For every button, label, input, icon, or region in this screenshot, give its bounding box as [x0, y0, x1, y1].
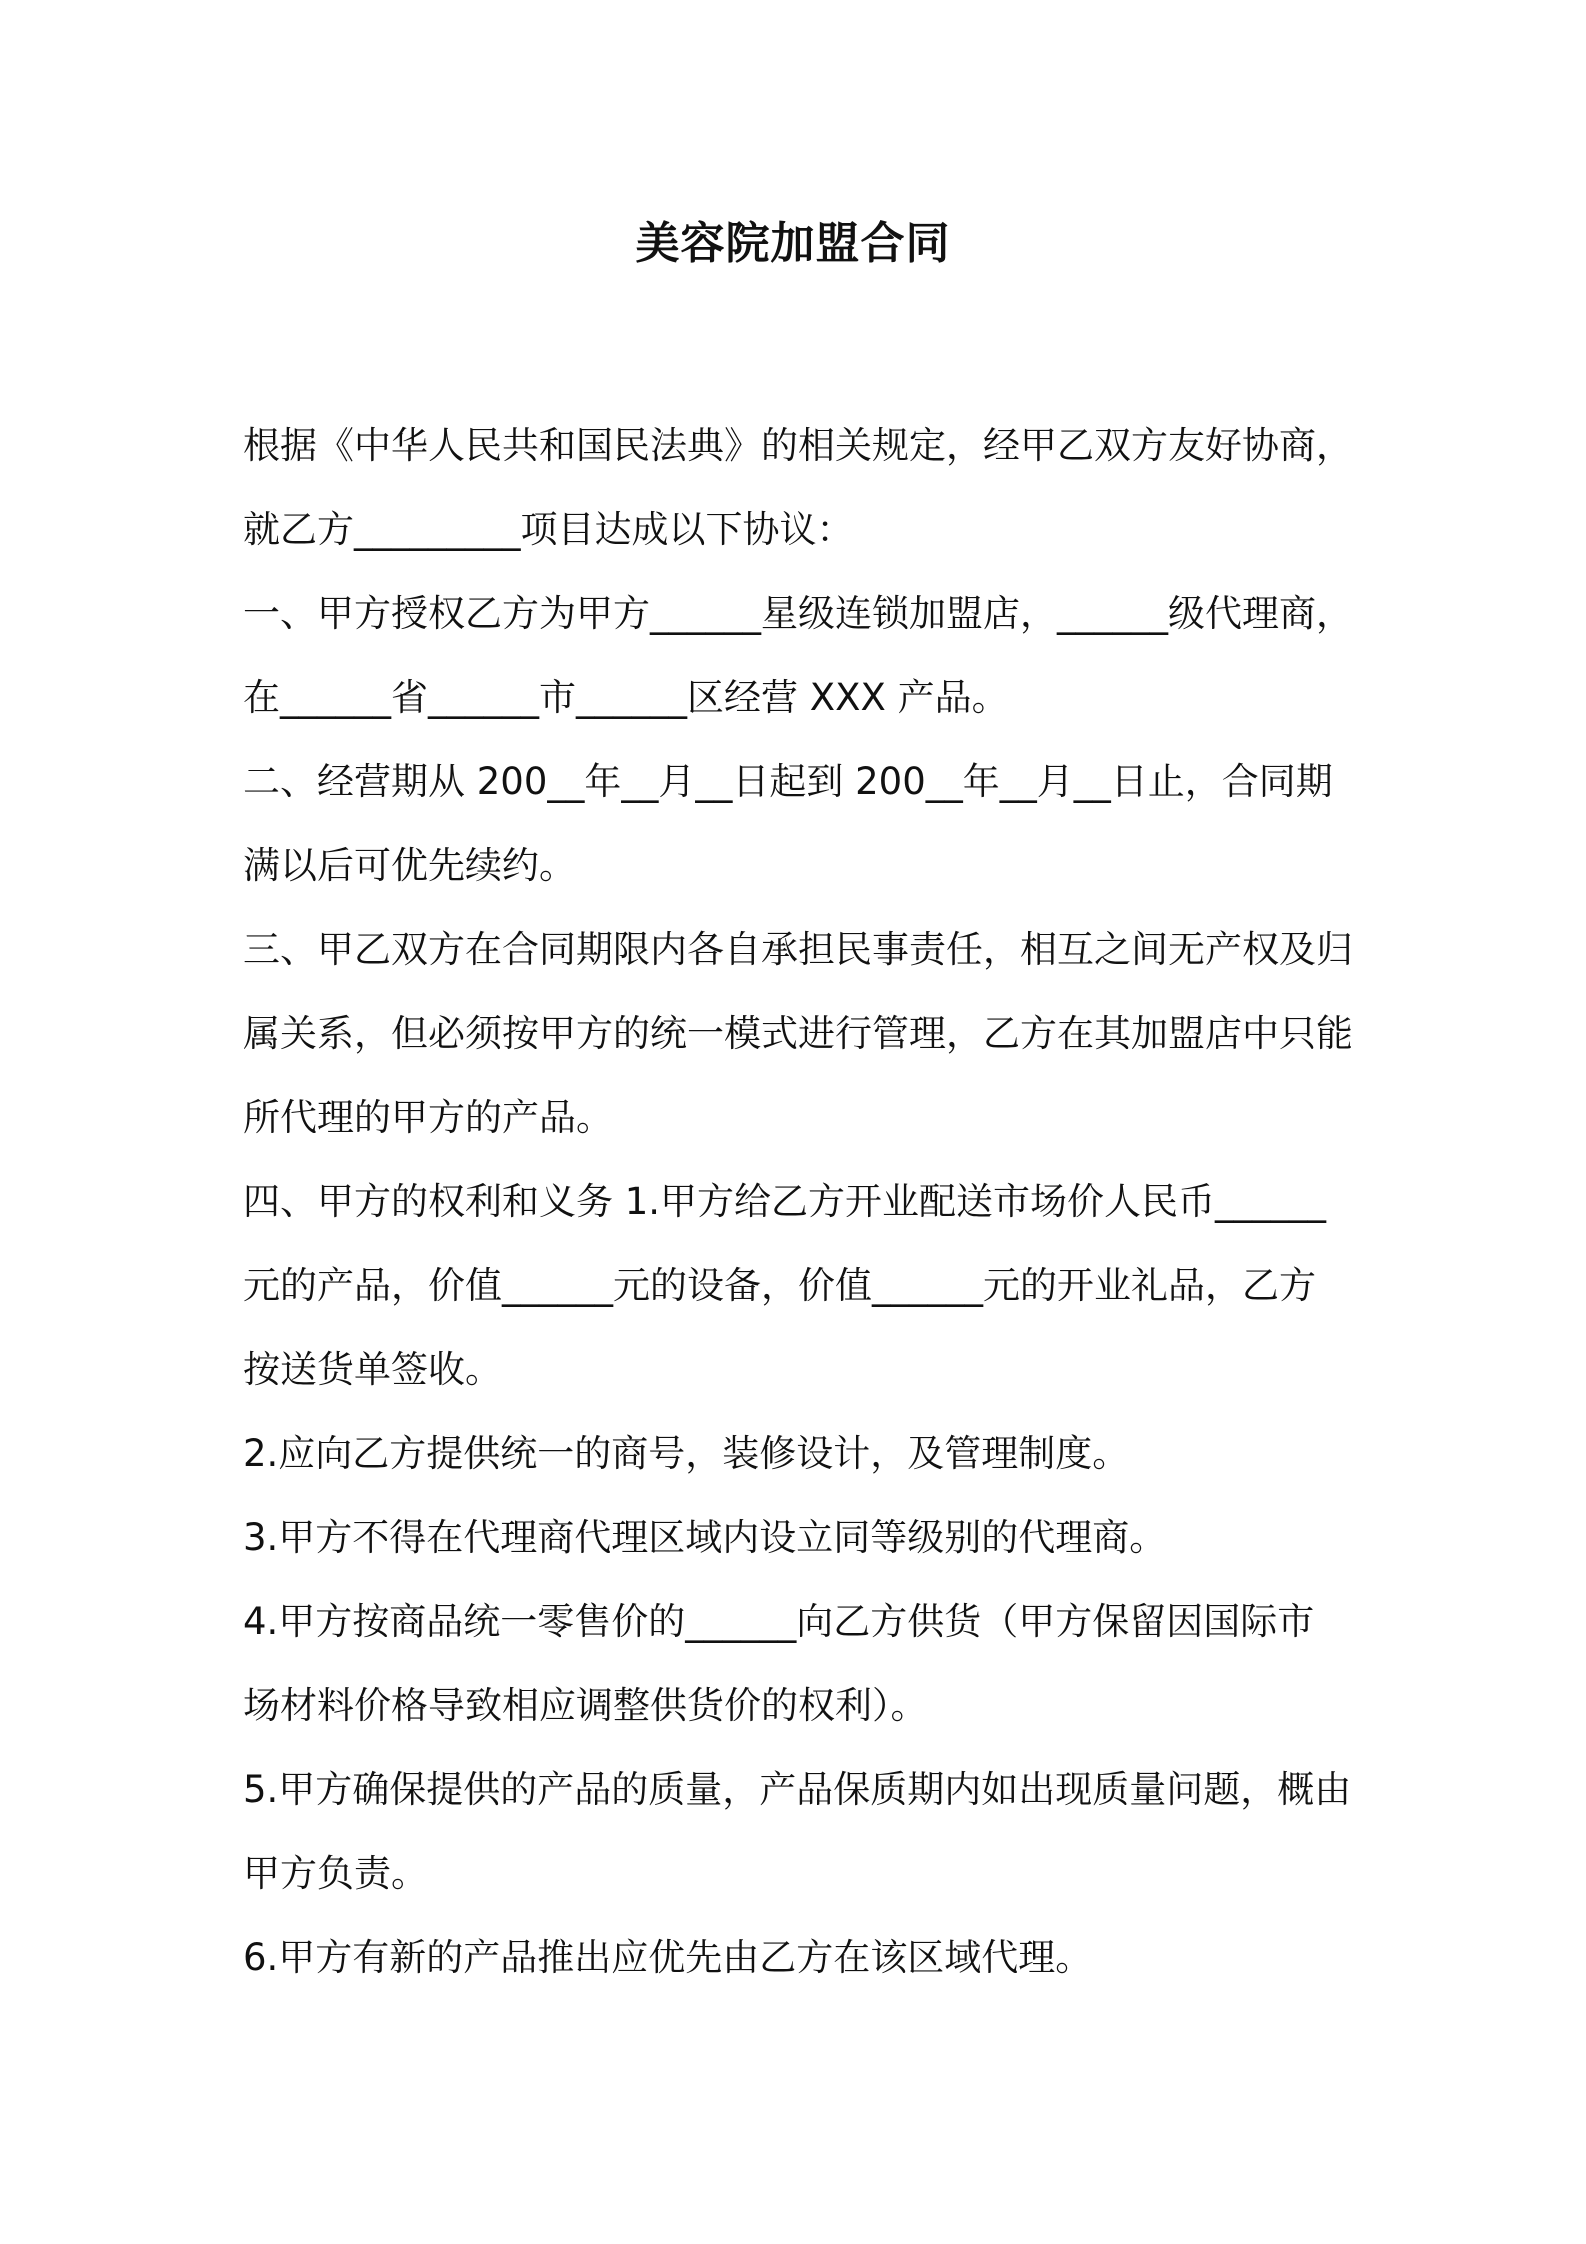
paragraph-line: 4.甲方按商品统一零售价的______向乙方供货（甲方保留因国际市	[243, 1600, 1315, 1643]
paragraph-line: 元的产品，价值______元的设备，价值______元的开业礼品，乙方	[243, 1264, 1316, 1307]
paragraph-line: 一、甲方授权乙方为甲方______星级连锁加盟店，______级代理商，	[243, 592, 1353, 635]
paragraph-line: 所代理的甲方的产品。	[243, 1096, 613, 1139]
paragraph-line: 满以后可优先续约。	[243, 844, 576, 887]
paragraph-line: 按送货单签收。	[243, 1348, 502, 1391]
paragraph-line: 6.甲方有新的产品推出应优先由乙方在该区域代理。	[243, 1936, 1093, 1979]
paragraph-line: 三、甲乙双方在合同期限内各自承担民事责任，相互之间无产权及归	[243, 928, 1353, 971]
paragraph-line: 场材料价格导致相应调整供货价的权利）。	[243, 1684, 928, 1727]
paragraph-line: 在______省______市______区经营 XXX 产品。	[243, 676, 1009, 719]
paragraph-line: 2.应向乙方提供统一的商号，装修设计，及管理制度。	[243, 1432, 1130, 1475]
paragraph-line: 属关系，但必须按甲方的统一模式进行管理，乙方在其加盟店中只能	[243, 1012, 1353, 1055]
paragraph-line: 四、甲方的权利和义务 1.甲方给乙方开业配送市场价人民币______	[243, 1180, 1327, 1223]
paragraph-line: 根据《中华人民共和国民法典》的相关规定，经甲乙双方友好协商，	[243, 424, 1353, 467]
paragraph-line: 就乙方_________项目达成以下协议：	[243, 508, 854, 551]
paragraph-line: 3.甲方不得在代理商代理区域内设立同等级别的代理商。	[243, 1516, 1167, 1559]
document-body	[243, 404, 1353, 2000]
document-title: 美容院加盟合同	[635, 218, 951, 269]
paragraph-line: 5.甲方确保提供的产品的质量，产品保质期内如出现质量问题，概由	[243, 1768, 1352, 1811]
paragraph-line: 二、经营期从 200__年__月__日起到 200__年__月__日止，合同期	[243, 760, 1333, 803]
paragraph-line: 甲方负责。	[243, 1852, 428, 1895]
